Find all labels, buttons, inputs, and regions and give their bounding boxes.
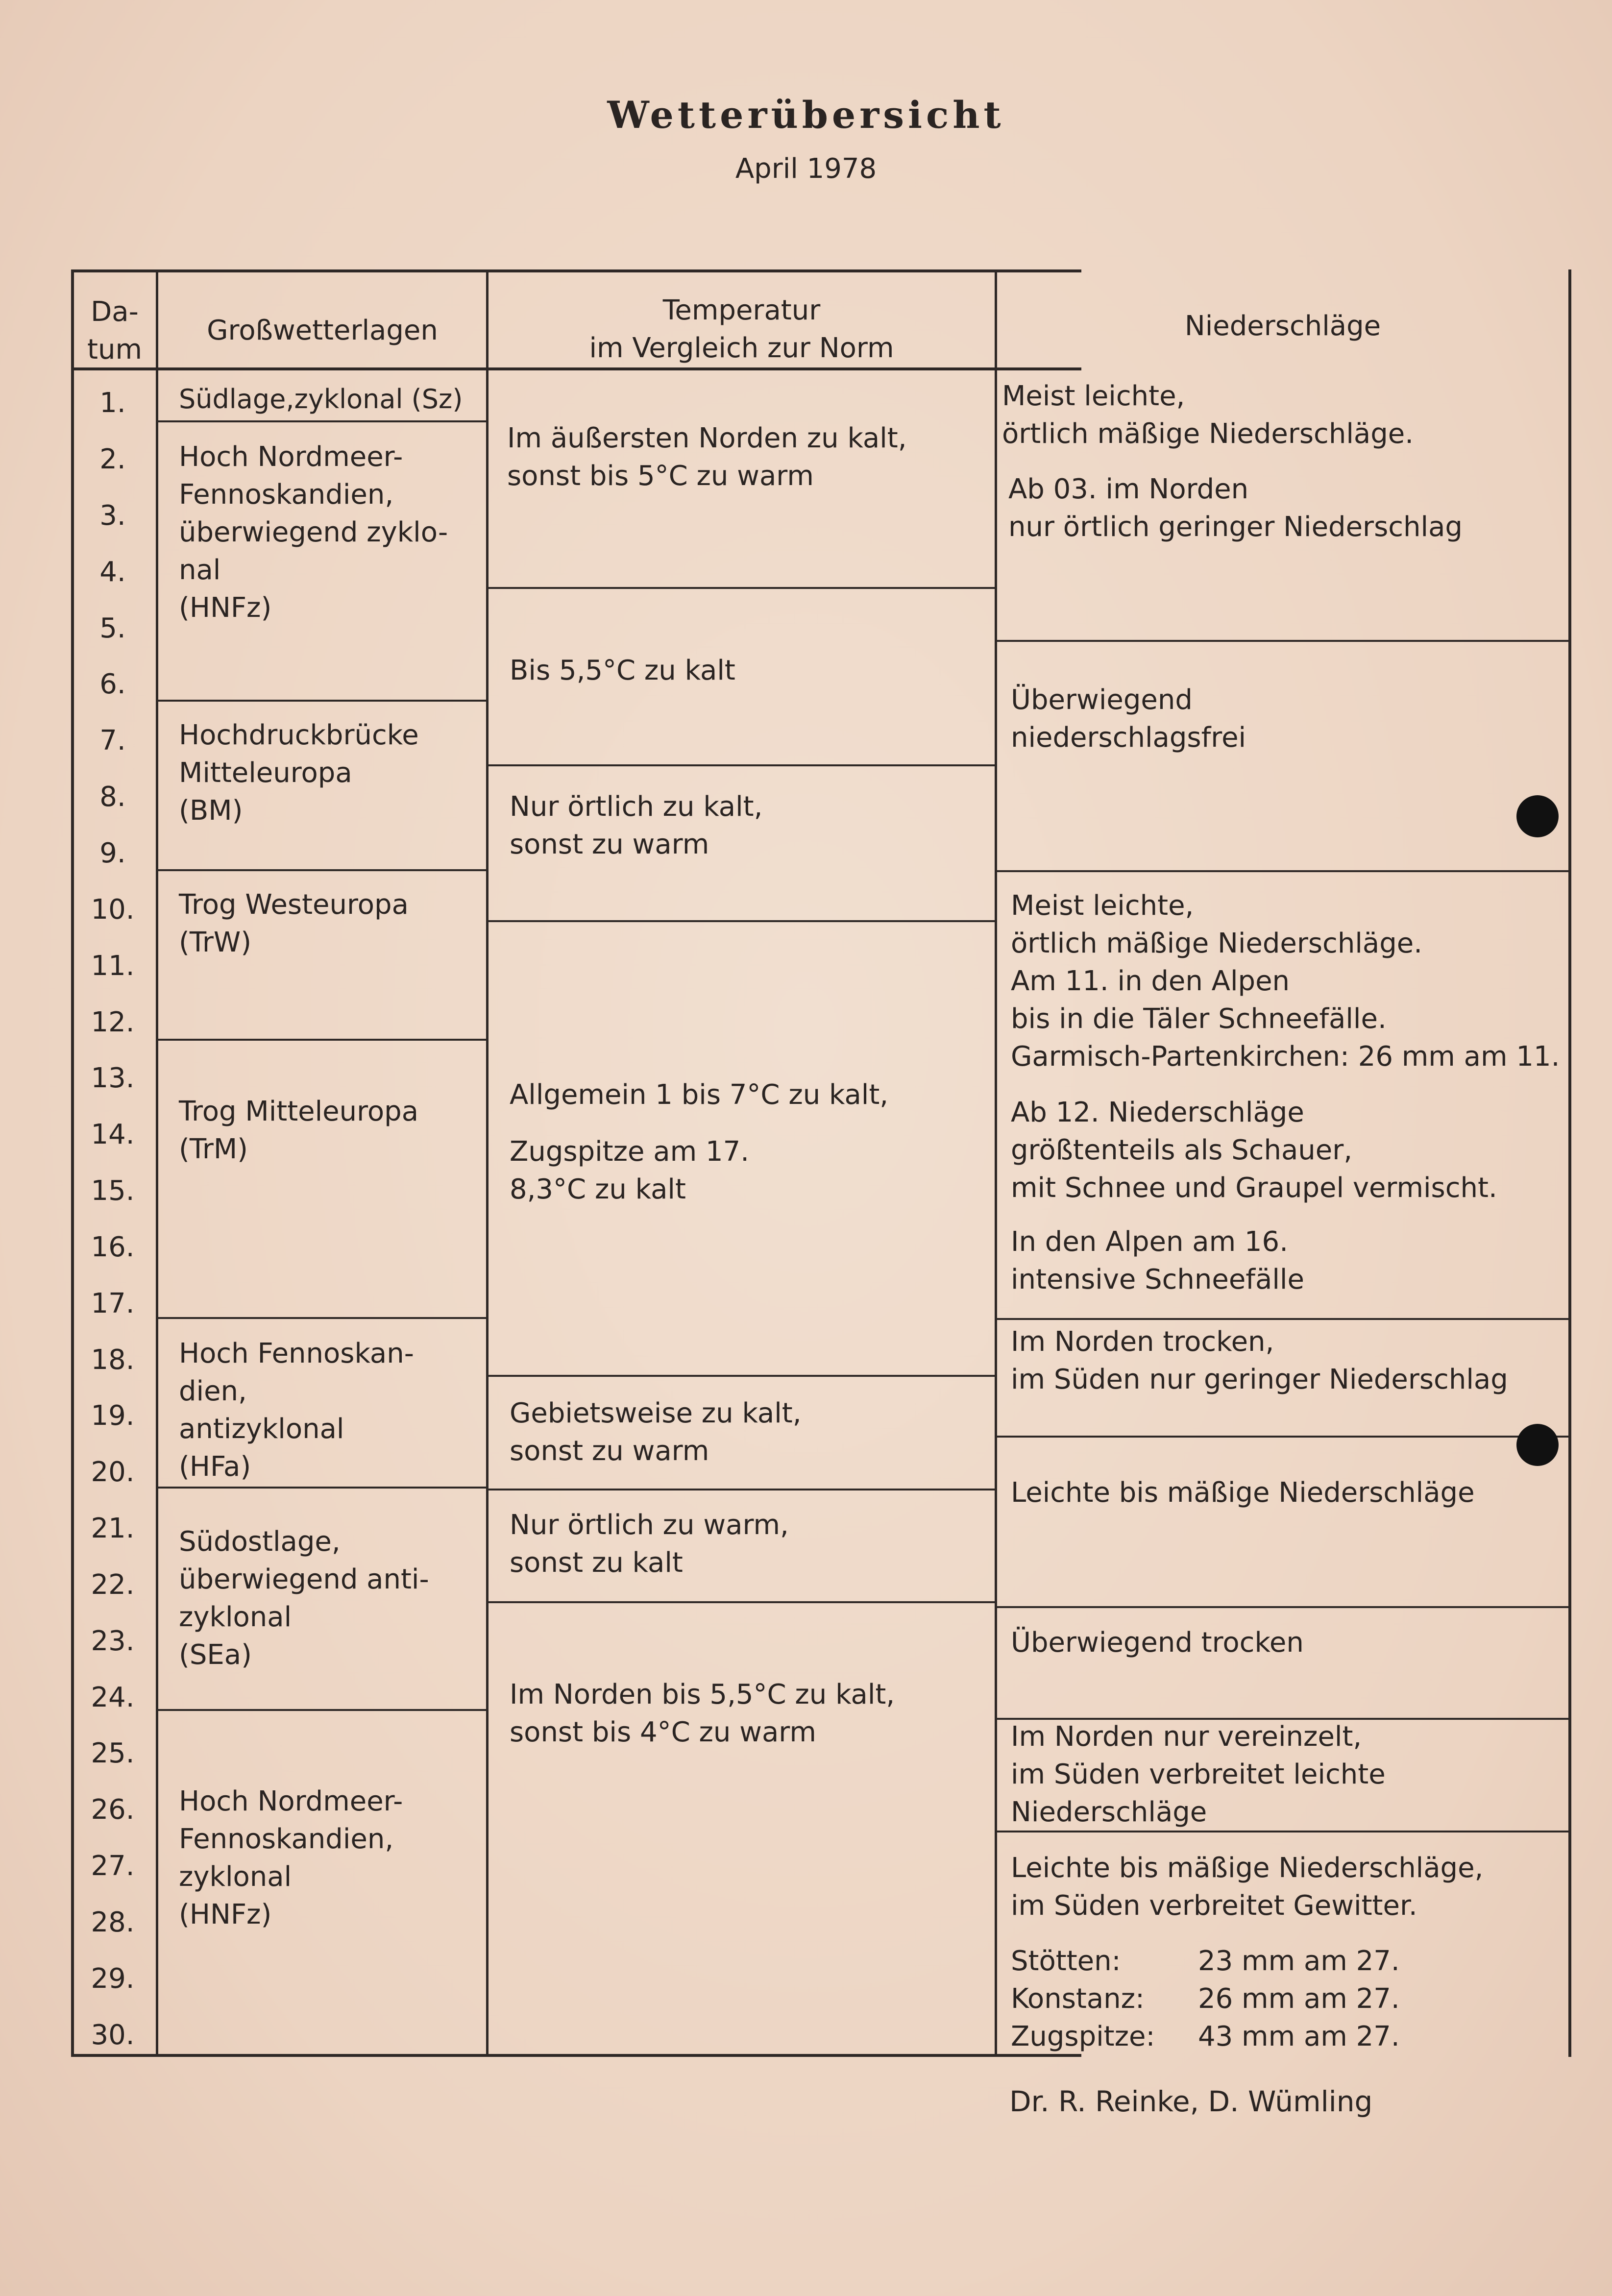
header-datum: Da- tum xyxy=(87,296,142,366)
temp-sep xyxy=(488,764,996,766)
lagen-sep xyxy=(157,869,488,871)
header-separator xyxy=(71,367,1081,370)
day-label: 10. xyxy=(91,894,135,926)
precipitation-cell: Überwiegend niederschlagsfrei xyxy=(1011,684,1246,754)
day-label: 4. xyxy=(99,556,126,588)
punch-hole xyxy=(1516,1424,1559,1466)
day-label: 12. xyxy=(91,1006,135,1038)
day-label: 22. xyxy=(91,1569,135,1601)
precip-sep xyxy=(996,870,1569,872)
temperature-cell: Nur örtlich zu warm, sonst zu kalt xyxy=(510,1509,789,1579)
precipitation-cell: Leichte bis mäßige Niederschläge, im Süden verbreitet Gewitter. xyxy=(1011,1852,1484,1922)
precip-sep xyxy=(996,1606,1569,1608)
temperature-cell: Allgemein 1 bis 7°C zu kalt, xyxy=(510,1079,889,1111)
day-label: 5. xyxy=(99,612,126,644)
header-temperatur: Temperatur im Vergleich zur Norm xyxy=(589,294,894,364)
day-label: 20. xyxy=(91,1456,135,1488)
station-value: 26 mm am 27. xyxy=(1198,1983,1400,2015)
table-right-border xyxy=(1568,269,1571,2057)
temperature-cell: Zugspitze am 17. 8,3°C zu kalt xyxy=(510,1136,750,1205)
lagen-sep xyxy=(157,1709,488,1711)
temp-sep xyxy=(488,587,996,589)
precipitation-cell: Ab 03. im Norden nur örtlich geringer Niederschlag xyxy=(1008,473,1463,543)
day-label: 26. xyxy=(91,1794,135,1826)
weather-type-cell: Hoch Nordmeer- Fennoskandien, überwiegend zyklo- nal (HNFz) xyxy=(179,441,448,624)
day-label: 6. xyxy=(99,668,126,700)
precip-sep xyxy=(996,640,1569,642)
lagen-sep xyxy=(157,420,488,422)
day-label: 11. xyxy=(91,950,135,982)
temperature-cell: Nur örtlich zu kalt, sonst zu warm xyxy=(510,791,763,860)
day-label: 18. xyxy=(91,1344,135,1376)
temperature-cell: Gebietsweise zu kalt, sonst zu warm xyxy=(510,1397,802,1467)
weather-type-cell: Südostlage, überwiegend anti- zyklonal (SEa) xyxy=(179,1526,429,1671)
weather-type-cell: Trog Mitteleuropa (TrM) xyxy=(179,1096,419,1165)
precipitation-cell: Leichte bis mäßige Niederschläge xyxy=(1011,1477,1475,1509)
lagen-sep xyxy=(157,1317,488,1319)
station-value: 23 mm am 27. xyxy=(1198,1945,1400,1977)
day-label: 23. xyxy=(91,1625,135,1657)
station-name: Stötten: xyxy=(1011,1945,1121,1977)
page-title: Wetterübersicht xyxy=(607,93,1005,137)
station-value: 43 mm am 27. xyxy=(1198,2021,1400,2052)
day-label: 14. xyxy=(91,1119,135,1150)
lagen-sep xyxy=(157,1039,488,1041)
precipitation-cell: Ab 12. Niederschläge größtenteils als Schauer, mit Schnee und Graupel vermischt. xyxy=(1011,1097,1497,1204)
header-niederschlaege: Niederschläge xyxy=(1184,310,1381,342)
precipitation-cell: Im Norden trocken, im Süden nur geringer Niederschlag xyxy=(1011,1326,1508,1395)
author-footer: Dr. R. Reinke, D. Wümling xyxy=(1009,2085,1373,2118)
weather-type-cell: Südlage,zyklonal (Sz) xyxy=(179,384,463,415)
table-top-border xyxy=(71,269,1081,272)
day-label: 7. xyxy=(99,725,126,757)
temp-sep xyxy=(488,1375,996,1377)
temperature-cell: Bis 5,5°C zu kalt xyxy=(510,655,735,686)
weather-type-cell: Hoch Fennoskan- dien, antizyklonal (HFa) xyxy=(179,1338,414,1483)
day-label: 30. xyxy=(91,2019,135,2051)
temp-sep xyxy=(488,920,996,922)
day-label: 28. xyxy=(91,1906,135,1938)
day-label: 25. xyxy=(91,1737,135,1769)
col-sep-datum xyxy=(156,269,158,2057)
temperature-cell: Im Norden bis 5,5°C zu kalt, sonst bis 4°C zu warm xyxy=(510,1679,895,1748)
col-sep-temp xyxy=(995,269,997,2057)
day-label: 27. xyxy=(91,1850,135,1882)
weather-type-cell: Hoch Nordmeer- Fennoskandien, zyklonal (HNFz) xyxy=(179,1785,403,1930)
day-label: 13. xyxy=(91,1062,135,1094)
weather-type-cell: Hochdruckbrücke Mitteleuropa (BM) xyxy=(179,719,419,827)
lagen-sep xyxy=(157,1487,488,1489)
precip-sep xyxy=(996,1318,1569,1320)
precipitation-cell: Meist leichte, örtlich mäßige Niederschläge. Am 11. in den Alpen bis in die Täler Schneefälle. Garmisch-Partenkirchen: 26 mm am 11. xyxy=(1011,890,1560,1073)
day-label: 24. xyxy=(91,1682,135,1713)
punch-hole xyxy=(1516,795,1559,837)
day-label: 16. xyxy=(91,1231,135,1263)
day-label: 15. xyxy=(91,1175,135,1207)
precipitation-cell: Im Norden nur vereinzelt, im Süden verbreitet leichte Niederschläge xyxy=(1011,1721,1386,1828)
day-label: 3. xyxy=(99,500,126,532)
day-label: 8. xyxy=(99,781,126,813)
page-subtitle: April 1978 xyxy=(735,153,877,185)
temp-sep xyxy=(488,1489,996,1490)
station-name: Konstanz: xyxy=(1011,1983,1145,2015)
col-sep-lagen xyxy=(486,269,488,2057)
table-bottom-border xyxy=(71,2054,1081,2057)
precip-sep xyxy=(996,1436,1569,1438)
day-label: 29. xyxy=(91,1963,135,1995)
temperature-cell: Im äußersten Norden zu kalt, sonst bis 5°C zu warm xyxy=(507,422,907,492)
day-label: 17. xyxy=(91,1288,135,1319)
header-grosswetterlagen: Großwetterlagen xyxy=(207,315,438,346)
precipitation-cell: Meist leichte, örtlich mäßige Niederschläge. xyxy=(1002,380,1414,450)
precipitation-cell: In den Alpen am 16. intensive Schneefälle xyxy=(1011,1226,1304,1295)
day-label: 9. xyxy=(99,837,126,869)
temp-sep xyxy=(488,1601,996,1603)
precipitation-cell: Überwiegend trocken xyxy=(1011,1627,1304,1659)
weather-type-cell: Trog Westeuropa (TrW) xyxy=(179,889,409,958)
day-label: 21. xyxy=(91,1513,135,1544)
day-label: 19. xyxy=(91,1400,135,1432)
lagen-sep xyxy=(157,700,488,702)
day-label: 2. xyxy=(99,443,126,475)
table-left-border xyxy=(71,269,74,2057)
day-label: 1. xyxy=(99,387,126,419)
station-name: Zugspitze: xyxy=(1011,2021,1155,2052)
